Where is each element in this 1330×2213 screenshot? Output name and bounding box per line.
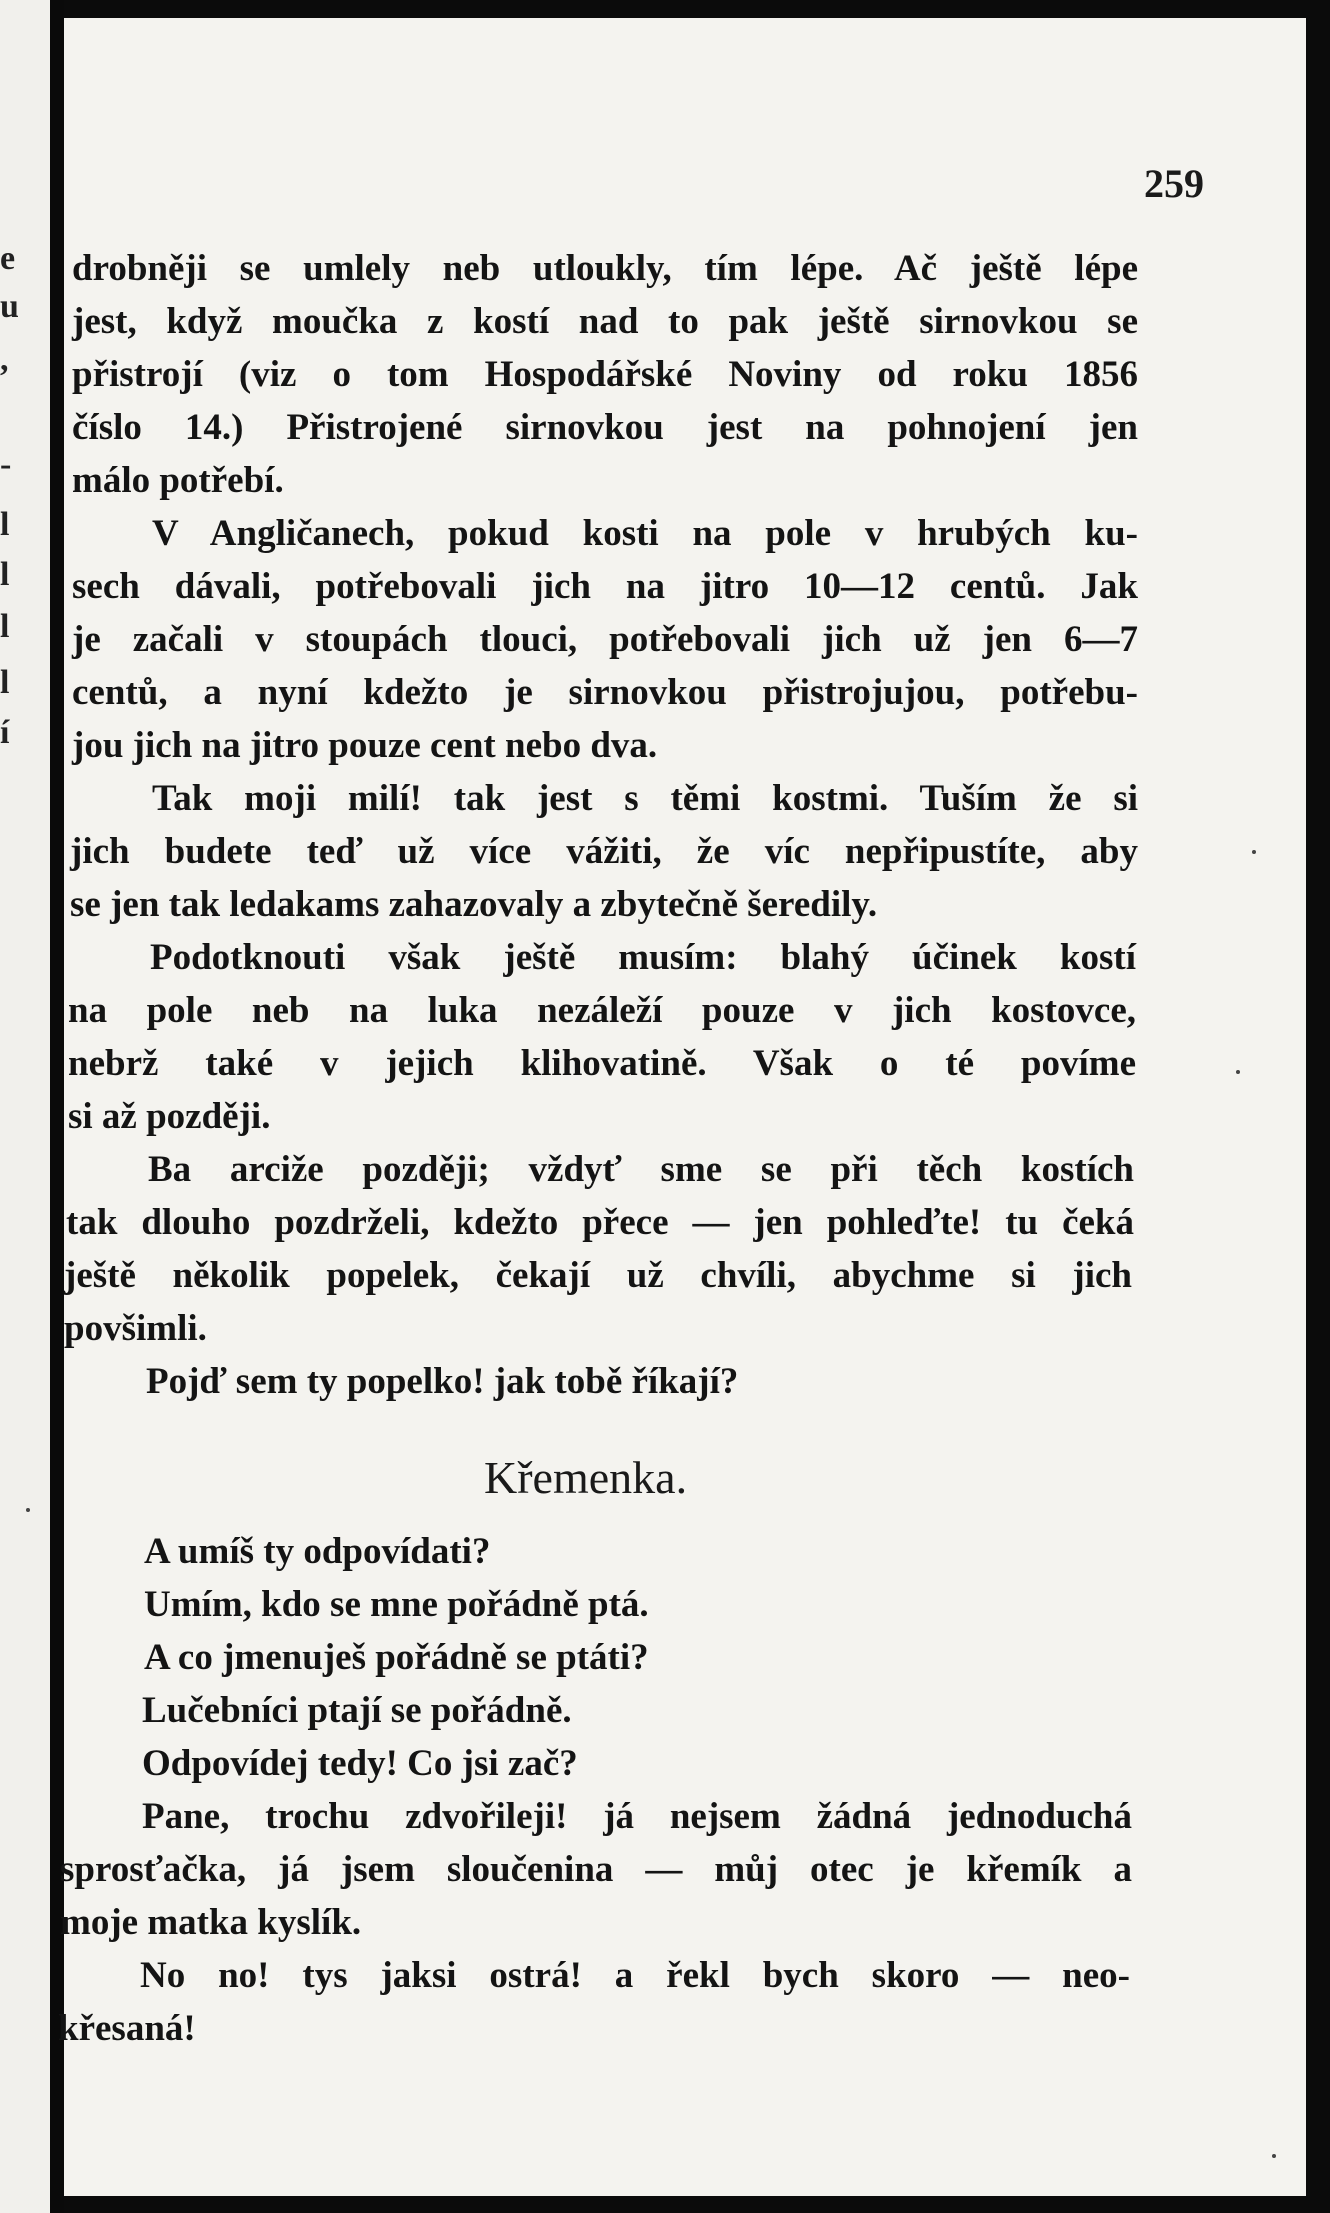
prev-page-fragment: l: [0, 506, 10, 543]
paper-speck: [26, 1508, 30, 1512]
prev-page-fragment: ,: [0, 341, 9, 378]
prev-page-fragment: l: [0, 608, 10, 645]
dialogue-line: Umím, kdo se mne pořádně ptá.: [144, 1584, 649, 1625]
text-line: je začali v stoupách tlouci, potřebovali jich už jen 6—7: [72, 619, 1138, 660]
prev-page-fragment: -: [0, 446, 12, 483]
prev-page-fragment: l: [0, 664, 10, 701]
dialogue-line: Odpovídej tedy! Co jsi zač?: [142, 1743, 578, 1784]
text-line: jou jich na jitro pouze cent nebo dva.: [72, 725, 658, 766]
dialogue-line: A co jmenuješ pořádně se ptáti?: [144, 1637, 649, 1678]
text-line: V Angličanech, pokud kosti na pole v hrubých ku-: [152, 513, 1138, 554]
text-line: Tak moji milí! tak jest s těmi kostmi. Tuším že si: [152, 778, 1138, 819]
text-line: málo potřebí.: [72, 460, 284, 501]
previous-page-edge: [0, 0, 50, 2213]
dialogue-line: Pane, trochu zdvořileji! já nejsem žádná jednoduchá: [142, 1796, 1132, 1837]
prev-page-fragment: e: [0, 240, 16, 277]
text-line: jich budete teď už více vážiti, že víc nepřipustíte, aby: [70, 831, 1138, 872]
dialogue-line: No no! tys jaksi ostrá! a řekl bych skoro — neo-: [140, 1955, 1130, 1996]
dialogue-line: Lučebníci ptají se pořádně.: [142, 1690, 572, 1731]
page-number: 259: [1144, 161, 1204, 206]
text-line: drobněji se umlely neb utloukly, tím lépe. Ač ještě lépe: [72, 248, 1138, 289]
section-heading: Křemenka.: [484, 1452, 688, 1503]
text-line: ještě několik popelek, čekají už chvíli, abychme si jich: [64, 1255, 1132, 1296]
prev-page-fragment: u: [0, 288, 19, 325]
text-line: si až později.: [68, 1096, 271, 1137]
text-line: sech dávali, potřebovali jich na jitro 10—12 centů. Jak: [72, 566, 1138, 607]
text-line: číslo 14.) Přistrojené sirnovkou jest na pohnojení jen: [72, 407, 1138, 448]
text-line: Pojď sem ty popelko! jak tobě říkají?: [146, 1361, 739, 1402]
paper-speck: [1236, 1070, 1240, 1074]
text-line: nebrž také v jejich klihovatině. Však o té povíme: [68, 1043, 1136, 1084]
text-line: centů, a nyní kdežto je sirnovkou přistrojujou, potřebu-: [72, 672, 1138, 713]
text-line: jest, když moučka z kostí nad to pak ještě sirnovkou se: [72, 301, 1138, 342]
text-line: přistrojí (viz o tom Hospodářské Noviny od roku 1856: [72, 354, 1138, 395]
dialogue-line: sprosťačka, já jsem sloučenina — můj otec je křemík a: [60, 1849, 1132, 1890]
prev-page-fragment: í: [0, 714, 10, 751]
dialogue-line: A umíš ty odpovídati?: [144, 1531, 491, 1572]
text-line: tak dlouho pozdrželi, kdežto přece — jen pohleďte! tu čeká: [66, 1202, 1134, 1243]
text-line: se jen tak ledakams zahazovaly a zbytečně šeredily.: [70, 884, 878, 925]
text-line: Ba arciže později; vždyť sme se při těch kostích: [148, 1149, 1134, 1190]
paper-speck: [1252, 850, 1256, 854]
text-line: Podotknouti však ještě musím: blahý účinek kostí: [150, 937, 1136, 978]
text-line: na pole neb na luka nezáleží pouze v jich kostovce,: [68, 990, 1136, 1031]
paper-speck: [1272, 2154, 1276, 2158]
prev-page-fragment: l: [0, 556, 10, 593]
text-line: povšimli.: [64, 1308, 207, 1349]
book-page: [58, 18, 1306, 2196]
dialogue-line: křesaná!: [58, 2008, 196, 2049]
dialogue-line: moje matka kyslík.: [60, 1902, 362, 1943]
